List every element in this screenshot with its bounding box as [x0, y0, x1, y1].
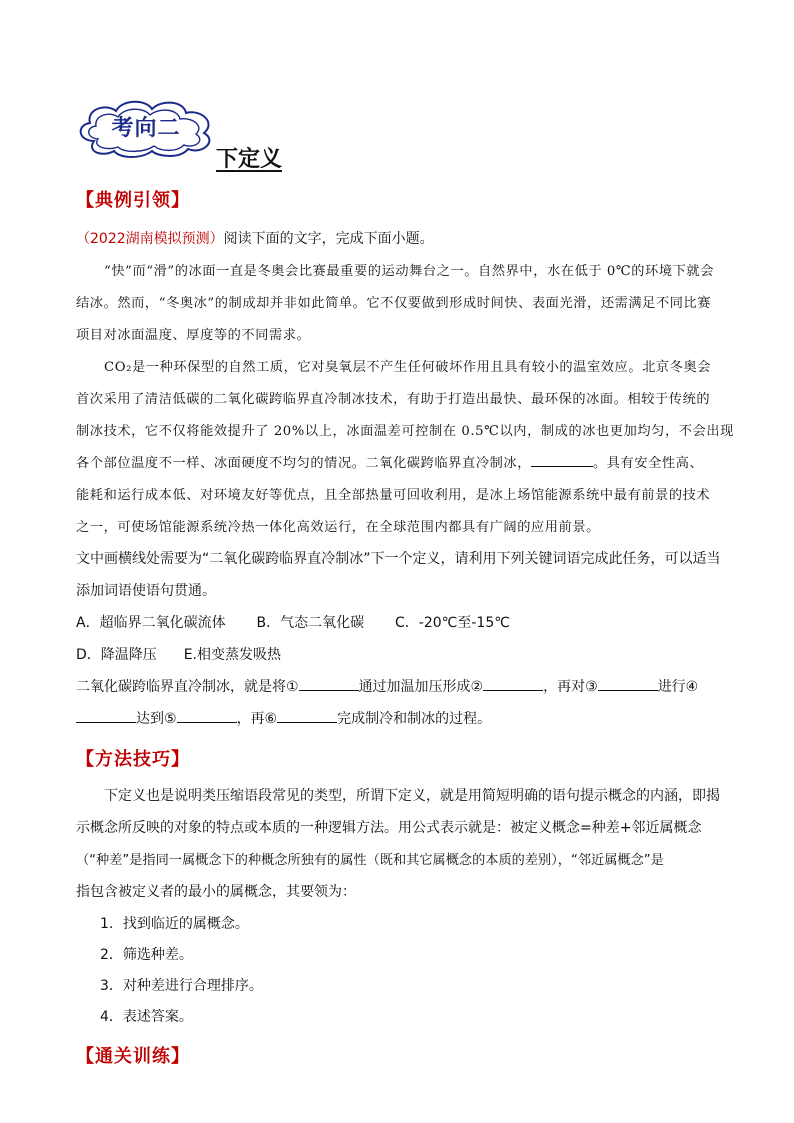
passage-text: 。具有安全性高、: [592, 456, 704, 471]
method-line: 指包含被定义者的最小的属概念，其要领为：: [76, 884, 356, 900]
fill-text: 二氧化碳跨临界直冷制冰，就是将①: [76, 679, 299, 695]
passage-line: “快”而“滑”的冰面一直是冬奥会比赛最重要的运动舞台之一。自然界中，水在低于 0℃的环境下就会: [104, 264, 714, 279]
fill-text: ，再⑥: [236, 711, 278, 727]
option-e: E.相变蒸发吸热: [183, 647, 281, 663]
passage-line: 首次采用了清洁低碳的二氧化碳跨临界直冷制冰技术，有助于打造出最快、最环保的冰面。相较于传统的: [76, 392, 711, 407]
source-line: [76, 228, 726, 248]
passage-text: 各个部位温度不一样、冰面硬度不均匀的情况。二氧化碳跨临界直冷制冰，: [76, 456, 531, 471]
method-line: （“种差”是指同一属概念下的种概念所独有的属性（既和其它属概念的本质的差别），“邻近属概念”是: [76, 853, 664, 868]
options-row: [76, 612, 726, 632]
method-list-item: 4．表述答案。: [100, 1009, 193, 1025]
options-row: [76, 644, 726, 664]
answer-blank-6[interactable]: [277, 708, 337, 723]
method-list-item: 3．对种差进行合理排序。: [100, 978, 263, 994]
option-b: B．气态二氧化碳: [256, 615, 365, 631]
fill-text: 进行④: [657, 679, 699, 695]
answer-blank[interactable]: [531, 452, 593, 467]
source-tag: （2022湖南模拟预测）: [76, 231, 224, 247]
method-list-item: 1．找到临近的属概念。: [100, 916, 249, 932]
passage-line: 之一，可使场馆能源系统冷热一体化高效运行，在全球范围内都具有广阔的应用前景。: [76, 520, 600, 535]
passage-line: 结冰。然而，“冬奥冰”的制成却并非如此简单。它不仅要做到形成时间快、表面光滑，还需满足不同比赛: [76, 296, 712, 311]
fill-line: [76, 708, 726, 728]
passage-line: CO₂是一种环保型的自然工质，它对臭氧层不产生任何破坏作用且具有较小的温室效应。北京冬奥会: [104, 360, 712, 375]
answer-blank-3[interactable]: [598, 676, 658, 691]
question-line: 文中画横线处需要为“二氧化碳跨临界直冷制冰”下一个定义，请利用下列关键词语完成此任务，可以适当: [76, 551, 721, 567]
instruction-text: 阅读下面的文字，完成下面小题。: [223, 231, 434, 247]
passage-line: 制冰技术，它不仅将能效提升了 20%以上，冰面温差可控制在 0.5℃以内，制成的冰也更加均匀，不会出现: [76, 424, 734, 439]
answer-blank-4[interactable]: [76, 708, 136, 723]
passage-line: 项目对冰面温度、厚度等的不同需求。: [76, 328, 311, 343]
fill-text: 完成制冷和制冰的过程。: [337, 711, 492, 727]
section-heading-examples: 【典例引领】: [76, 190, 190, 211]
fill-line: [76, 676, 726, 696]
passage-line: [76, 452, 726, 471]
topic-badge-label: 考向二: [111, 115, 181, 141]
question-line: 添加词语使语句贯通。: [76, 583, 216, 599]
option-c: C．-20℃至-15℃: [395, 615, 510, 631]
method-line: 下定义也是说明类压缩语段常见的类型，所谓下定义，就是用简短明确的语句提示概念的内涵，即揭: [104, 788, 720, 804]
section-heading-practice: 【通关训练】: [76, 1046, 190, 1067]
answer-blank-1[interactable]: [299, 676, 359, 691]
method-line: 示概念所反映的对象的特点或本质的一种逻辑方法。用公式表示就是：被定义概念=种差+邻近属概念: [76, 820, 702, 836]
fill-text: 达到⑤: [136, 711, 177, 727]
fill-text: 通过加温加压形成②: [358, 679, 484, 695]
option-d: D．降温降压: [76, 647, 157, 663]
topic-title: 下定义: [216, 147, 283, 172]
option-a: A．超临界二氧化碳流体: [76, 615, 226, 631]
topic-badge: [72, 97, 220, 159]
answer-blank-5[interactable]: [177, 708, 237, 723]
passage-line: 能耗和运行成本低、对环境友好等优点，且全部热量可回收利用，是冰上场馆能源系统中最有前景的技术: [76, 488, 711, 503]
section-heading-methods: 【方法技巧】: [76, 749, 190, 770]
method-list-item: 2．筛选种差。: [100, 947, 193, 963]
answer-blank-2[interactable]: [483, 676, 543, 691]
fill-text: ，再对③: [543, 679, 598, 695]
